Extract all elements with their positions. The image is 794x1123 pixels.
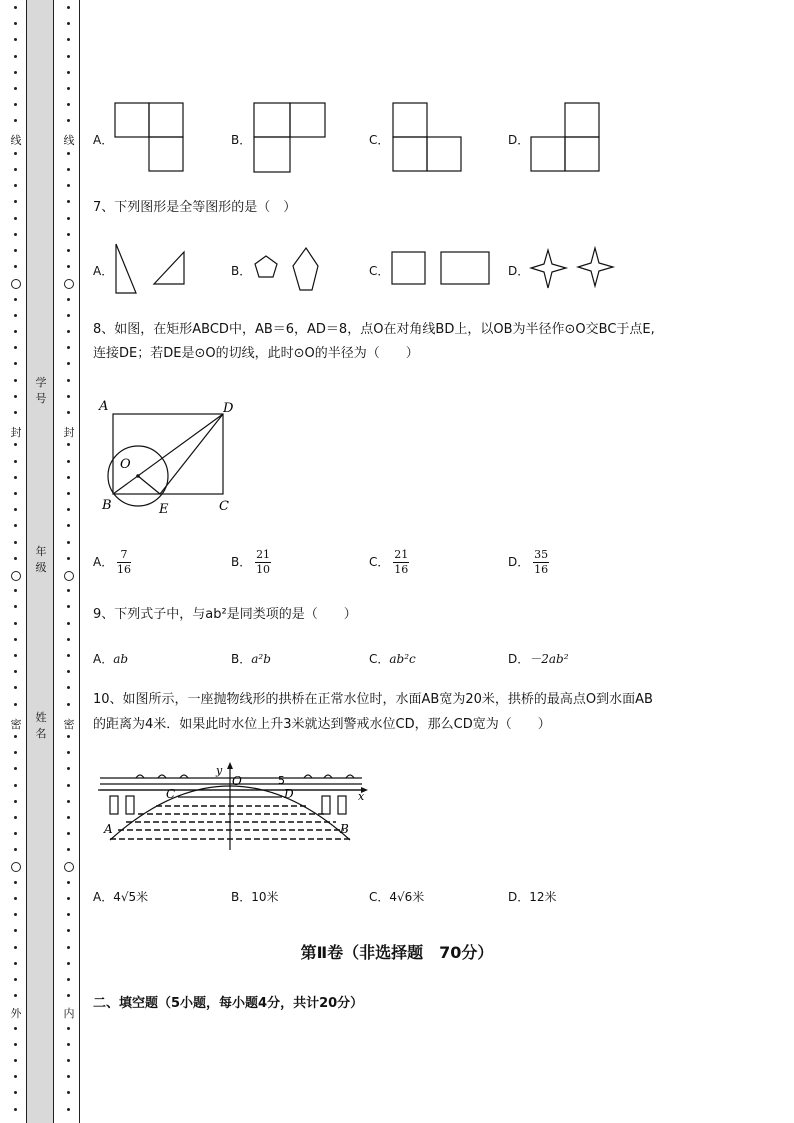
margin-dot xyxy=(14,703,17,706)
q8-option-b xyxy=(231,548,271,577)
q8-option-a xyxy=(93,548,131,577)
margin-dot xyxy=(14,249,17,252)
margin-dot xyxy=(67,751,70,754)
margin-dot xyxy=(67,508,70,511)
q8-figure-rectangle-circle xyxy=(96,394,246,518)
q6-figure-c xyxy=(392,102,464,174)
margin-dot xyxy=(14,87,17,90)
margin-dot xyxy=(14,686,17,689)
section2-heading: 二、填空题（5小题，每小题4分，共计20分） xyxy=(93,996,364,1011)
margin-dot xyxy=(67,233,70,236)
margin-dot xyxy=(14,379,17,382)
margin-dot xyxy=(67,800,70,803)
margin-dot xyxy=(14,654,17,657)
margin-dot xyxy=(67,784,70,787)
margin-char-inner-4: 内 xyxy=(59,1005,79,1021)
margin-dot xyxy=(14,557,17,560)
margin-circle-outer-3 xyxy=(11,862,21,872)
margin-dot xyxy=(67,735,70,738)
q9-option-d: D．－2ab² xyxy=(508,652,569,666)
margin-char-inner-2: 封 xyxy=(59,424,79,440)
margin-dot xyxy=(67,476,70,479)
margin-dot xyxy=(14,524,17,527)
q8-option-c-fraction: $\frac{21}{16}$ xyxy=(394,548,409,576)
margin-dot xyxy=(67,314,70,317)
q10-label-c: C xyxy=(166,787,176,801)
margin-dot xyxy=(67,119,70,122)
margin-char-outer-4: 外 xyxy=(6,1005,26,1021)
q6-option-a-letter: A． xyxy=(93,133,114,147)
margin-dot xyxy=(14,460,17,463)
margin-dot xyxy=(67,703,70,706)
margin-char-outer-1: 线 xyxy=(6,132,26,148)
q10-label-d: D xyxy=(284,787,294,801)
margin-dot xyxy=(14,994,17,997)
margin-dot xyxy=(67,362,70,365)
field-student-number: 学号 xyxy=(35,376,47,405)
margin-dot xyxy=(67,6,70,9)
margin-dot xyxy=(14,103,17,106)
margin-dot xyxy=(14,767,17,770)
margin-dot xyxy=(67,38,70,41)
q10-label-x: x xyxy=(358,790,365,803)
q8-option-b-letter: B． xyxy=(231,555,252,569)
margin-dot xyxy=(14,800,17,803)
field-name: 姓名 xyxy=(35,711,47,740)
q10-figure-bridge xyxy=(96,760,372,856)
field-grade: 年级 xyxy=(35,545,47,574)
q10-option-c: C．4√6米 xyxy=(369,890,425,904)
q10-label-y: y xyxy=(216,764,223,777)
margin-dot xyxy=(14,897,17,900)
part2-title: 第Ⅱ卷（非选择题 70分） xyxy=(300,943,494,962)
margin-dot xyxy=(67,298,70,301)
margin-dot xyxy=(67,443,70,446)
margin-dot xyxy=(14,476,17,479)
q7-option-b-letter: B． xyxy=(231,264,252,278)
margin-dot xyxy=(14,38,17,41)
margin-dot xyxy=(67,897,70,900)
q8-option-a-letter: A． xyxy=(93,555,114,569)
margin-dot xyxy=(67,605,70,608)
margin-dot xyxy=(14,265,17,268)
margin-dot xyxy=(67,460,70,463)
margin-dot xyxy=(14,1091,17,1094)
margin-dot xyxy=(14,751,17,754)
q8-label-b: B xyxy=(102,498,112,513)
margin-dot xyxy=(67,395,70,398)
q7-option-d-letter: D． xyxy=(508,264,530,278)
margin-dot xyxy=(67,670,70,673)
margin-dot xyxy=(67,557,70,560)
q10-label-five: 5 xyxy=(278,774,285,787)
margin-dot xyxy=(67,622,70,625)
margin-dot xyxy=(67,881,70,884)
q8-label-o: O xyxy=(120,457,131,472)
margin-dot xyxy=(67,1043,70,1046)
q9-option-b: B．a²b xyxy=(231,652,271,666)
margin-dot xyxy=(14,638,17,641)
margin-dot xyxy=(14,184,17,187)
q8-label-d: D xyxy=(223,401,234,416)
margin-circle-inner-1 xyxy=(64,279,74,289)
margin-dot xyxy=(14,670,17,673)
margin-dot xyxy=(14,589,17,592)
margin-dot xyxy=(67,913,70,916)
q6-figure-a xyxy=(114,102,186,174)
margin-dot xyxy=(14,492,17,495)
margin-dot xyxy=(67,217,70,220)
margin-dot xyxy=(67,638,70,641)
margin-dot xyxy=(14,411,17,414)
q10-label-a: A xyxy=(104,822,113,836)
q10-label-b: B xyxy=(340,822,349,836)
margin-dot xyxy=(14,200,17,203)
margin-dot xyxy=(67,411,70,414)
margin-dot xyxy=(14,22,17,25)
margin-dot xyxy=(14,314,17,317)
q8-label-c: C xyxy=(219,499,229,514)
margin-dot xyxy=(14,508,17,511)
margin-char-outer-2: 封 xyxy=(6,424,26,440)
margin-dot xyxy=(14,298,17,301)
margin-char-inner-3: 密 xyxy=(59,716,79,732)
margin-dot xyxy=(67,103,70,106)
q10-option-b: B．10米 xyxy=(231,890,279,904)
q10-option-a: A．4√5米 xyxy=(93,890,149,904)
margin-dot xyxy=(14,978,17,981)
margin-dot xyxy=(67,1027,70,1030)
q10-stem-line2: 的距离为4米．如果此时水位上升3米就达到警戒水位CD，那么CD宽为（ ） xyxy=(93,717,551,732)
margin-dot xyxy=(14,881,17,884)
margin-dot xyxy=(67,330,70,333)
margin-dot xyxy=(67,816,70,819)
margin-dot xyxy=(67,654,70,657)
q7-option-a-letter: A． xyxy=(93,264,114,278)
q10-stem-line1: 10、如图所示，一座抛物线形的拱桥在正常水位时，水面AB宽为20米，拱桥的最高点O到水面AB xyxy=(93,692,653,707)
margin-dot xyxy=(67,589,70,592)
margin-dot xyxy=(67,978,70,981)
margin-circle-inner-3 xyxy=(64,862,74,872)
margin-dot xyxy=(67,71,70,74)
q7-figure-d-stars xyxy=(528,246,618,292)
q8-label-a: A xyxy=(99,399,109,414)
margin-dot xyxy=(14,1108,17,1111)
margin-dot xyxy=(14,443,17,446)
margin-dot xyxy=(14,1059,17,1062)
margin-dot xyxy=(67,1108,70,1111)
q9-option-a: A．ab xyxy=(93,652,129,666)
margin-dot xyxy=(67,168,70,171)
margin-dot xyxy=(14,929,17,932)
margin-dot xyxy=(67,686,70,689)
margin-dot xyxy=(14,119,17,122)
q8-option-d-letter: D． xyxy=(508,555,530,569)
margin-dot xyxy=(14,848,17,851)
margin-char-outer-3: 密 xyxy=(6,716,26,732)
margin-dot xyxy=(67,346,70,349)
margin-dot xyxy=(14,735,17,738)
margin-dot xyxy=(14,362,17,365)
margin-dot xyxy=(14,784,17,787)
q6-option-c-letter: C． xyxy=(369,133,390,147)
q9-stem: 9、下列式子中，与ab²是同类项的是（ ） xyxy=(93,607,357,622)
q7-option-c-letter: C． xyxy=(369,264,390,278)
margin-dot xyxy=(14,622,17,625)
margin-dot xyxy=(67,541,70,544)
margin-dot xyxy=(14,541,17,544)
margin-dot xyxy=(14,395,17,398)
margin-dot xyxy=(67,994,70,997)
margin-dot xyxy=(14,832,17,835)
margin-dot xyxy=(67,87,70,90)
margin-dot xyxy=(14,605,17,608)
margin-dot xyxy=(67,848,70,851)
q6-figure-d xyxy=(530,102,602,174)
q6-option-d-letter: D． xyxy=(508,133,530,147)
q6-option-b-letter: B． xyxy=(231,133,252,147)
q7-figure-a-triangles xyxy=(112,242,188,296)
margin-dot xyxy=(14,346,17,349)
margin-dot xyxy=(14,1075,17,1078)
margin-dot xyxy=(67,1075,70,1078)
margin-dot xyxy=(67,152,70,155)
q6-figure-b xyxy=(253,102,327,174)
margin-dot xyxy=(67,1091,70,1094)
margin-dot xyxy=(14,168,17,171)
margin-dot xyxy=(14,55,17,58)
q8-option-c xyxy=(369,548,409,577)
margin-circle-outer-1 xyxy=(11,279,21,289)
margin-char-inner-1: 线 xyxy=(59,132,79,148)
q8-option-d-fraction: $\frac{35}{16}$ xyxy=(534,548,549,576)
q10-label-o: O xyxy=(232,774,242,788)
q8-option-c-letter: C． xyxy=(369,555,390,569)
margin-dot xyxy=(67,55,70,58)
margin-dot xyxy=(67,379,70,382)
margin-circle-outer-2 xyxy=(11,571,21,581)
q8-stem-line1: 8、如图，在矩形ABCD中，AB＝6，AD＝8，点O在对角线BD上，以OB为半径作⊙O交BC于点E, xyxy=(93,322,655,337)
margin-dot xyxy=(67,767,70,770)
margin-dot xyxy=(14,1027,17,1030)
margin-dot xyxy=(14,6,17,9)
q7-figure-b-pentagons xyxy=(250,244,324,294)
q8-label-e: E xyxy=(159,502,169,517)
margin-dot xyxy=(14,217,17,220)
margin-dot xyxy=(14,233,17,236)
margin-dot xyxy=(14,816,17,819)
margin-dot xyxy=(67,265,70,268)
margin-dot xyxy=(67,832,70,835)
margin-dot xyxy=(67,200,70,203)
q8-option-d xyxy=(508,548,549,577)
q8-option-a-fraction: $\frac{7}{16}$ xyxy=(117,548,132,576)
q8-option-b-fraction: $\frac{21}{10}$ xyxy=(256,548,271,576)
q8-stem-line2: 连接DE；若DE是⊙O的切线，此时⊙O的半径为（ ） xyxy=(93,346,419,361)
margin-dot xyxy=(67,492,70,495)
margin-dot xyxy=(14,1043,17,1046)
margin-dot xyxy=(67,22,70,25)
margin-dot xyxy=(67,184,70,187)
q7-figure-c-rectangles xyxy=(390,250,494,288)
margin-dot xyxy=(67,524,70,527)
q9-option-c: C．ab²c xyxy=(369,652,416,666)
margin-dot xyxy=(14,152,17,155)
margin-dot xyxy=(67,249,70,252)
margin-circle-inner-2 xyxy=(64,571,74,581)
q7-stem: 7、下列图形是全等图形的是（ ） xyxy=(93,200,297,215)
margin-dot xyxy=(67,1059,70,1062)
margin-dot xyxy=(67,929,70,932)
margin-dot xyxy=(14,71,17,74)
margin-dot xyxy=(14,913,17,916)
margin-dot xyxy=(14,330,17,333)
q10-option-d: D．12米 xyxy=(508,890,557,904)
